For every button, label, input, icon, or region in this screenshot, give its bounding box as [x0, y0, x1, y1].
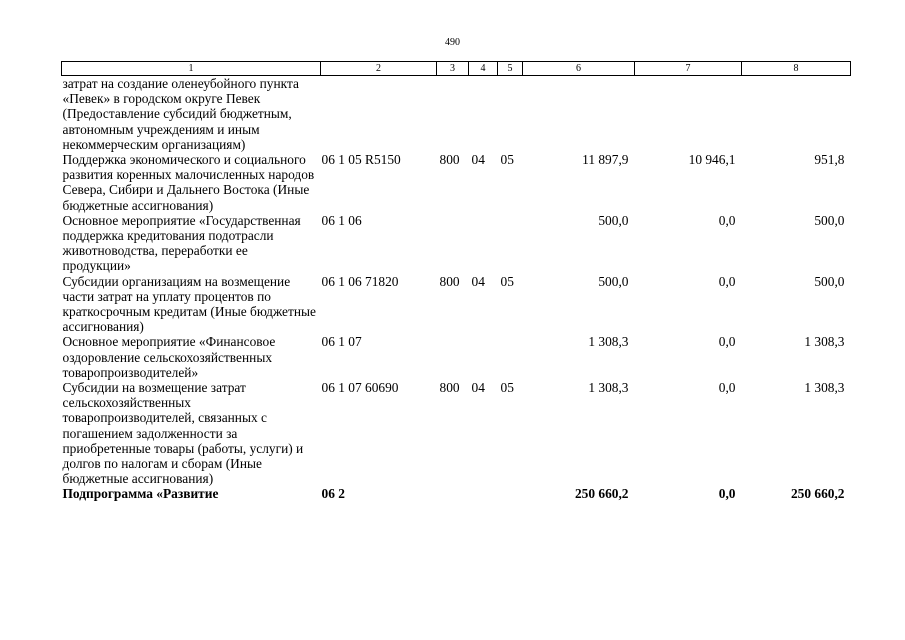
row-sum: 1 308,3 [588, 380, 629, 396]
table-row [62, 486, 851, 501]
row-name: Поддержка экономического и социального развития коренных малочисленных народов Севера, Сибири и Дальнего Востока (Иные бюджетные ассигнования) [62, 152, 315, 213]
row-pr: 05 [500, 152, 514, 168]
row-sum: 11 897,9 [582, 152, 629, 168]
row-vr: 800 [439, 273, 460, 289]
row-fed: 0,0 [718, 273, 736, 289]
row-pr: 05 [500, 380, 514, 396]
row-rz [469, 76, 498, 153]
row-fed: 0,0 [718, 212, 736, 228]
row-rz [469, 334, 498, 380]
row-rz [469, 486, 498, 501]
row-csr: 06 1 05 R5150 [321, 152, 401, 168]
row-fed: 0,0 [718, 334, 736, 350]
header-col-7: 7 [635, 62, 742, 76]
row-reg: 250 660,2 [790, 486, 845, 502]
table-row [62, 213, 851, 274]
row-rz: 04 [471, 273, 485, 289]
row-pr [498, 76, 523, 153]
row-fed [635, 76, 742, 153]
table-header [62, 62, 851, 76]
header-col-3: 3 [437, 62, 469, 76]
header-col-2: 2 [321, 62, 437, 76]
row-reg: 1 308,3 [804, 380, 845, 396]
row-pr [498, 334, 523, 380]
row-name: Основное мероприятие «Государственная поддержка кредитования подотрасли животноводства, переработки ее продукции» [62, 212, 301, 274]
row-sum [523, 76, 635, 153]
table-body [62, 76, 851, 502]
header-col-1: 1 [62, 62, 321, 76]
table-row [62, 380, 851, 486]
row-pr: 05 [500, 273, 514, 289]
row-name: Подпрограмма «Развитие [62, 486, 219, 502]
row-csr [321, 76, 437, 153]
page-number: 490 [445, 37, 460, 48]
header-col-5: 5 [498, 62, 523, 76]
row-rz: 04 [471, 152, 485, 168]
row-rz [469, 213, 498, 274]
row-vr [437, 486, 469, 501]
row-rz: 04 [471, 380, 485, 396]
header-col-8: 8 [742, 62, 851, 76]
row-vr [437, 213, 469, 274]
row-name: Субсидии на возмещение затрат сельскохозяйственных товаропроизводителей, связанных с погашением задолженности за приобретенные товары (работы, услуги) и долгов по налогам и сборам (Иные бюджетные ассигнования) [62, 380, 304, 487]
table-row [62, 334, 851, 380]
row-vr [437, 76, 469, 153]
row-name: затрат на создание оленеубойного пункта «Певек» в городском округе Певек (Предоставление субсидий бюджетным, автономным учреждениям и иным некоммерческим организациям) [62, 76, 299, 152]
header-col-6: 6 [523, 62, 635, 76]
row-csr: 06 1 06 71820 [321, 273, 399, 289]
header-row [62, 62, 851, 76]
row-sum: 250 660,2 [574, 486, 629, 502]
row-reg: 500,0 [814, 273, 845, 289]
table-row [62, 152, 851, 213]
row-sum: 500,0 [598, 212, 629, 228]
row-sum: 500,0 [598, 273, 629, 289]
row-csr: 06 2 [321, 486, 345, 502]
row-reg: 1 308,3 [804, 334, 845, 350]
row-fed: 0,0 [718, 486, 736, 502]
row-sum: 1 308,3 [588, 334, 629, 350]
header-col-4: 4 [469, 62, 498, 76]
row-pr [498, 213, 523, 274]
row-vr: 800 [439, 380, 460, 396]
row-csr: 06 1 07 60690 [321, 380, 399, 396]
row-reg: 500,0 [814, 212, 845, 228]
row-vr [437, 334, 469, 380]
budget-table [61, 61, 851, 502]
row-fed: 0,0 [718, 380, 736, 396]
row-reg [742, 76, 851, 153]
row-vr: 800 [439, 152, 460, 168]
row-csr: 06 1 06 [321, 212, 362, 228]
row-fed: 10 946,1 [688, 152, 736, 168]
row-reg: 951,8 [814, 152, 845, 168]
row-csr: 06 1 07 [321, 334, 362, 350]
row-name: Основное мероприятие «Финансовое оздоровление сельскохозяйственных товаропроизводителей» [62, 334, 276, 380]
row-pr [498, 486, 523, 501]
row-name: Субсидии организациям на возмещение части затрат на уплату процентов по краткосрочным кредитам (Иные бюджетные ассигнования) [62, 273, 316, 335]
table-row [62, 274, 851, 335]
table-row [62, 76, 851, 153]
